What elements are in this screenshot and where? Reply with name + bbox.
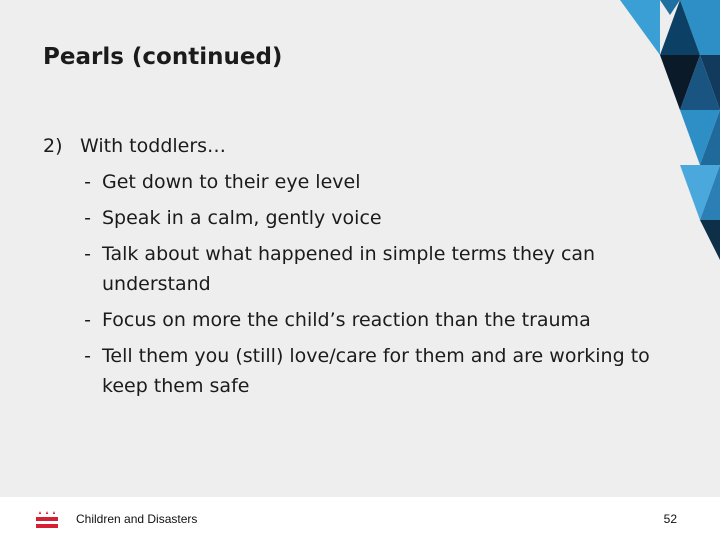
list-item: - Speak in a calm, gently voice	[84, 207, 382, 229]
list-item: - Get down to their eye level	[84, 171, 361, 193]
item-number: 2)	[43, 135, 63, 157]
bullet-list	[43, 167, 683, 401]
slide-content	[43, 131, 683, 407]
item-heading: With toddlers…	[80, 135, 227, 157]
list-item: - Focus on more the child’s reaction than the trauma	[84, 309, 591, 331]
numbered-item-heading	[43, 131, 683, 161]
page-number: 52	[663, 512, 677, 526]
list-item: - Tell them you (still) love/care for them and are working to keep them safe	[84, 345, 650, 397]
list-item: - Talk about what happened in simple terms they can understand	[84, 243, 596, 295]
footer-title: Children and Disasters	[76, 512, 198, 526]
dc-flag-icon	[34, 510, 60, 530]
slide-title: Pearls (continued)	[43, 44, 283, 70]
